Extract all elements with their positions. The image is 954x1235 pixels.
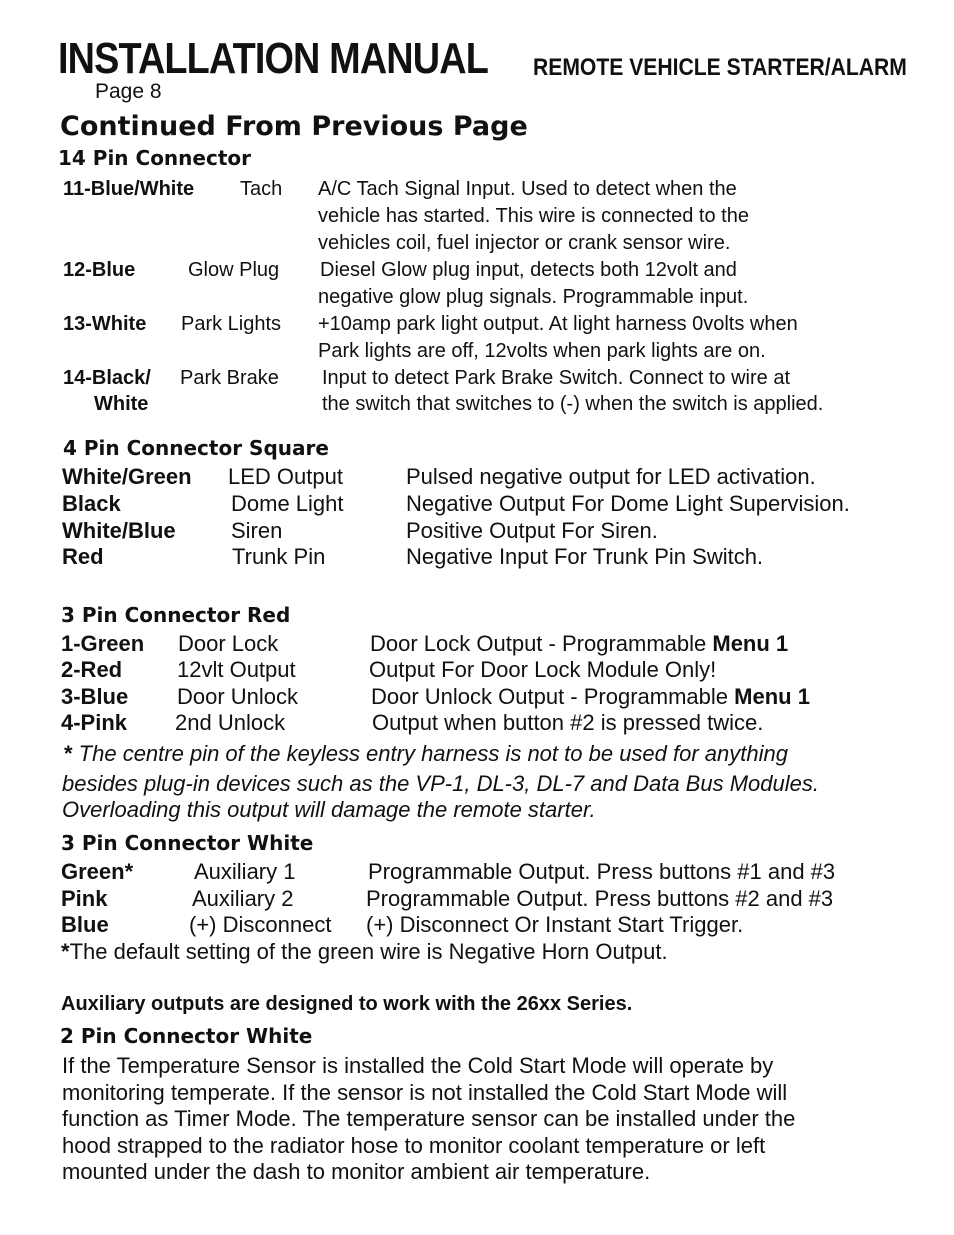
wire-description: Pulsed negative output for LED activation. — [406, 464, 816, 489]
wire-color: White/Blue — [62, 518, 176, 543]
wire-color: Red — [62, 544, 104, 569]
wire-function: Glow Plug — [188, 259, 280, 281]
wire-description: Programmable Output. Press buttons #1 and #3 — [368, 859, 836, 884]
wire-description: (+) Disconnect Or Instant Start Trigger. — [366, 912, 744, 937]
wire-description: +10amp park light output. At light harness 0volts when — [318, 313, 798, 335]
wire-description: the switch that switches to (-) when the switch is applied. — [322, 393, 824, 415]
wire-function: 2nd Unlock — [175, 710, 286, 735]
paragraph-line: hood strapped to the radiator hose to monitor coolant temperature or left — [62, 1133, 766, 1158]
description-text: Door Lock Output - Programmable — [370, 631, 713, 656]
note-line — [64, 741, 788, 767]
paragraph-line: function as Timer Mode. The temperature sensor can be installed under the — [62, 1106, 796, 1131]
wire-function: Siren — [231, 518, 283, 543]
wire-description: negative glow plug signals. Programmable input. — [318, 286, 749, 308]
note-line — [61, 939, 668, 965]
wire-description: Output For Door Lock Module Only! — [369, 657, 717, 682]
section-heading: 4 Pin Connector Square — [63, 436, 329, 460]
wire-color: 1-Green — [61, 631, 145, 656]
wire-description: vehicle has started. This wire is connected to the — [318, 205, 749, 227]
wire-function: Dome Light — [231, 491, 344, 516]
wire-color: 11-Blue/White — [63, 178, 195, 200]
wire-description: Output when button #2 is pressed twice. — [372, 710, 764, 735]
wire-function: (+) Disconnect — [189, 912, 332, 937]
wire-color: White/Green — [62, 464, 192, 489]
wire-function: Auxiliary 2 — [192, 886, 294, 911]
section-heading: 3 Pin Connector White — [61, 831, 314, 855]
wire-color: 4-Pink — [61, 710, 128, 735]
section-heading: 14 Pin Connector — [58, 146, 251, 170]
wire-description — [370, 631, 788, 657]
wire-description: Positive Output For Siren. — [406, 518, 658, 543]
wire-description — [371, 684, 810, 710]
page-number: Page 8 — [95, 80, 162, 103]
wire-description: Negative Output For Dome Light Supervision. — [406, 491, 850, 516]
continued-heading: Continued From Previous Page — [60, 111, 528, 142]
auxiliary-note: Auxiliary outputs are designed to work with the 26xx Series. — [61, 993, 633, 1015]
wire-function: Park Brake — [180, 367, 279, 389]
section-heading: 2 Pin Connector White — [60, 1024, 313, 1048]
wire-function: LED Output — [228, 464, 343, 489]
wire-color: 13-White — [63, 313, 147, 335]
wire-color: 14-Black/ — [63, 367, 151, 389]
note-line: Overloading this output will damage the remote starter. — [62, 797, 596, 822]
wire-description: Programmable Output. Press buttons #2 and #3 — [366, 886, 834, 911]
wire-color: White — [94, 393, 149, 415]
note-line: besides plug-in devices such as the VP-1, DL-3, DL-7 and Data Bus Modules. — [62, 771, 819, 796]
paragraph-line: monitoring temperate. If the sensor is not installed the Cold Start Mode will — [62, 1080, 788, 1105]
wire-description: Negative Input For Trunk Pin Switch. — [406, 544, 764, 569]
wire-color: Black — [62, 491, 121, 516]
note-text: The default setting of the green wire is Negative Horn Output. — [69, 939, 668, 964]
wire-color: Green* — [61, 859, 134, 884]
wire-color: 12-Blue — [63, 259, 136, 281]
page-subtitle: REMOTE VEHICLE STARTER/ALARM — [533, 54, 907, 81]
wire-description: vehicles coil, fuel injector or crank sensor wire. — [318, 232, 731, 254]
wire-description: Park lights are off, 12volts when park lights are on. — [318, 340, 766, 362]
note-asterisk: * — [64, 741, 73, 766]
wire-description: Diesel Glow plug input, detects both 12volt and — [320, 259, 737, 281]
section-heading: 3 Pin Connector Red — [61, 603, 291, 627]
paragraph-line: If the Temperature Sensor is installed the Cold Start Mode will operate by — [62, 1053, 774, 1078]
wire-description: A/C Tach Signal Input. Used to detect when the — [318, 178, 737, 200]
wire-function: Auxiliary 1 — [194, 859, 296, 884]
wire-function: Trunk Pin — [232, 544, 326, 569]
menu-reference: Menu 1 — [734, 684, 810, 709]
wire-function: Tach — [240, 178, 283, 200]
wire-color: Pink — [61, 886, 108, 911]
note-text: The centre pin of the keyless entry harness is not to be used for anything — [72, 741, 788, 766]
description-text: Door Unlock Output - Programmable — [371, 684, 735, 709]
wire-function: Door Unlock — [177, 684, 299, 709]
wire-function: 12vlt Output — [177, 657, 296, 682]
note-asterisk: * — [61, 939, 70, 964]
paragraph-line: mounted under the dash to monitor ambient air temperature. — [62, 1159, 651, 1184]
wire-function: Park Lights — [181, 313, 282, 335]
wire-color: Blue — [61, 912, 109, 937]
wire-description: Input to detect Park Brake Switch. Connect to wire at — [322, 367, 791, 389]
page-title: INSTALLATION MANUAL — [58, 34, 488, 83]
wire-function: Door Lock — [178, 631, 279, 656]
menu-reference: Menu 1 — [712, 631, 789, 656]
wire-color: 2-Red — [61, 657, 123, 682]
wire-color: 3-Blue — [61, 684, 129, 709]
